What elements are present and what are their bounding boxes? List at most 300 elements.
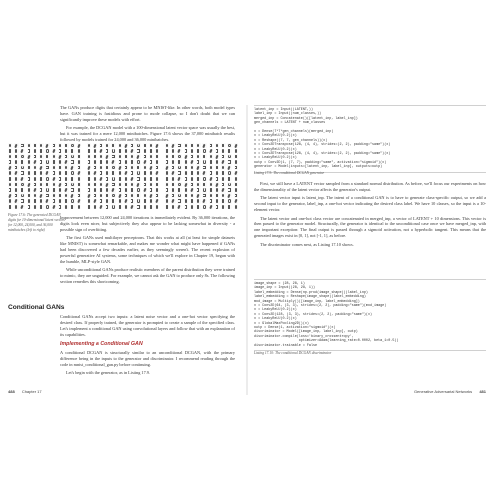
digit-image	[155, 165, 159, 170]
digit-image	[149, 171, 153, 176]
digit-row	[87, 205, 160, 211]
digit-image	[27, 171, 31, 176]
digit-image	[165, 149, 169, 154]
digit-grid-36000	[165, 143, 238, 211]
digit-image	[27, 199, 31, 204]
digit-image	[234, 149, 238, 154]
digit-image	[8, 149, 12, 154]
digit-image	[33, 193, 37, 198]
digit-image	[221, 160, 225, 165]
digit-image	[20, 143, 24, 148]
digit-image	[45, 160, 49, 165]
digit-image	[52, 160, 56, 165]
right-page	[254, 105, 486, 395]
digit-image	[143, 188, 147, 193]
digit-image	[20, 199, 24, 204]
digit-image	[221, 143, 225, 148]
digit-image	[20, 188, 24, 193]
digit-image	[227, 182, 231, 187]
digit-image	[215, 199, 219, 204]
digit-image	[221, 193, 225, 198]
page-number: 481	[479, 389, 486, 394]
digit-image	[124, 171, 128, 176]
digit-image	[149, 199, 153, 204]
digit-image	[14, 193, 18, 198]
left-page-footer	[8, 389, 42, 394]
digit-image	[227, 199, 231, 204]
digit-image	[196, 193, 200, 198]
digit-image	[155, 143, 159, 148]
digit-image	[215, 188, 219, 193]
digit-image	[39, 154, 43, 159]
paragraph: The discriminator comes next, as Listing 17.10 shows.	[260, 241, 354, 247]
digit-image	[14, 177, 18, 182]
digit-image	[124, 165, 128, 170]
digit-image	[52, 182, 56, 187]
digit-image	[64, 182, 68, 187]
digit-image	[52, 193, 56, 198]
digit-image	[124, 199, 128, 204]
digit-image	[155, 160, 159, 165]
digit-image	[165, 154, 169, 159]
digit-image	[190, 182, 194, 187]
digit-image	[190, 188, 194, 193]
digit-image	[190, 177, 194, 182]
digit-image	[58, 177, 62, 182]
digit-image	[130, 199, 134, 204]
digit-image	[33, 160, 37, 165]
digit-image	[93, 193, 97, 198]
digit-image	[234, 171, 238, 176]
digit-image	[87, 143, 91, 148]
digit-image	[202, 177, 206, 182]
digit-image	[39, 182, 43, 187]
digit-image	[196, 160, 200, 165]
digit-image	[190, 205, 194, 210]
digit-image	[155, 182, 159, 187]
digit-image	[70, 143, 74, 148]
digit-image	[184, 205, 188, 210]
digit-image	[27, 160, 31, 165]
digit-image	[39, 177, 43, 182]
digit-image	[215, 182, 219, 187]
digit-image	[143, 205, 147, 210]
digit-image	[111, 171, 115, 176]
generator-code-listing	[254, 105, 486, 173]
digit-image	[77, 177, 81, 182]
digit-image	[165, 205, 169, 210]
digit-image	[136, 205, 140, 210]
digit-image	[77, 154, 81, 159]
digit-image	[58, 205, 62, 210]
digit-image	[234, 177, 238, 182]
digit-image	[87, 177, 91, 182]
digit-image	[64, 165, 68, 170]
digit-image	[33, 154, 37, 159]
digit-image	[202, 188, 206, 193]
digit-image	[99, 177, 103, 182]
digit-image	[177, 205, 181, 210]
left-page	[8, 105, 240, 395]
digit-image	[45, 165, 49, 170]
digit-image	[177, 143, 181, 148]
digit-image	[165, 182, 169, 187]
digit-image	[209, 188, 213, 193]
digit-image	[52, 154, 56, 159]
digit-image	[155, 177, 159, 182]
digit-image	[143, 193, 147, 198]
digit-image	[70, 193, 74, 198]
digit-image	[33, 149, 37, 154]
digit-image	[27, 205, 31, 210]
digit-image	[190, 149, 194, 154]
digit-image	[99, 205, 103, 210]
digit-image	[58, 149, 62, 154]
digit-image	[20, 154, 24, 159]
digit-image	[111, 149, 115, 154]
digit-image	[190, 193, 194, 198]
digit-image	[130, 177, 134, 182]
digit-image	[190, 165, 194, 170]
digit-image	[14, 165, 18, 170]
digit-image	[58, 188, 62, 193]
digit-image	[45, 171, 49, 176]
digit-image	[77, 205, 81, 210]
digit-image	[105, 193, 109, 198]
right-body-text	[254, 181, 486, 250]
digit-image	[209, 193, 213, 198]
digit-image	[33, 177, 37, 182]
digit-image	[234, 182, 238, 187]
digit-image	[143, 199, 147, 204]
digit-image	[105, 143, 109, 148]
digit-image	[221, 154, 225, 159]
paragraph: A conditional DCGAN is structurally similar to an unconditional DCGAN, with the primary difference being in the inputs to the generator and discriminator. I recommend reading through the code in mnist_conditional_gan.py before continuing.	[60, 350, 235, 367]
chapter-label: Chapter 17	[21, 389, 42, 394]
code: latent_inp = Input((LATENT,)) label_inp = Input((num_classes,)) merged_inp = Concatenate()([latent_inp, label_inp]) gen_channels = LATENT + num_classes x = Dense(7*7*gen_channels)(merged_inp) x = LeakyReLU(0.2)(x) x = Reshape((7, 7, gen_channels))(x) x = Conv2DTranspose(128, (4, 4), strides=(2, 2), padding="same")(x) x = LeakyReLU(0.2)(x) x = Conv2DTranspose(128, (4, 4), strides=(2, 2), padding="same")(x) x = LeakyReLU(0.2)(x) outp = Conv2D(1, (7, 7), padding="same", activation="sigmoid")(x) generator = Model(inputs=[latent_inp, label_inp], outputs=outp)	[254, 108, 391, 170]
digit-image	[99, 143, 103, 148]
digit-image	[20, 177, 24, 182]
digit-image	[149, 165, 153, 170]
digit-image	[93, 160, 97, 165]
digit-image	[184, 182, 188, 187]
digit-image	[58, 182, 62, 187]
digit-image	[177, 177, 181, 182]
digit-image	[165, 199, 169, 204]
digit-image	[27, 182, 31, 187]
digit-image	[234, 160, 238, 165]
digit-image	[202, 165, 206, 170]
digit-image	[20, 193, 24, 198]
digit-image	[39, 160, 43, 165]
digit-image	[39, 205, 43, 210]
digit-image	[58, 154, 62, 159]
digit-image	[118, 188, 122, 193]
digit-image	[93, 205, 97, 210]
digit-image	[124, 154, 128, 159]
digit-image	[177, 193, 181, 198]
digit-image	[105, 149, 109, 154]
digit-image	[171, 177, 175, 182]
digit-image	[77, 165, 81, 170]
digit-image	[149, 149, 153, 154]
digit-image	[70, 177, 74, 182]
digit-image	[118, 177, 122, 182]
digit-image	[209, 149, 213, 154]
digit-image	[105, 205, 109, 210]
digit-image	[27, 165, 31, 170]
digit-image	[27, 177, 31, 182]
digit-image	[39, 193, 43, 198]
digit-image	[149, 143, 153, 148]
digit-image	[39, 149, 43, 154]
digit-image	[149, 154, 153, 159]
digit-image	[118, 160, 122, 165]
page-number: 488	[8, 389, 15, 394]
digit-image	[130, 171, 134, 176]
digit-image	[118, 205, 122, 210]
digit-image	[215, 143, 219, 148]
digit-image	[45, 143, 49, 148]
digit-image	[77, 188, 81, 193]
digit-image	[196, 182, 200, 187]
subsection-text	[60, 350, 235, 379]
digit-image	[77, 171, 81, 176]
digit-image	[149, 182, 153, 187]
digit-image	[118, 193, 122, 198]
digit-image	[130, 205, 134, 210]
digit-image	[171, 149, 175, 154]
digit-image	[45, 182, 49, 187]
digit-image	[136, 160, 140, 165]
digit-image	[105, 154, 109, 159]
digit-image	[136, 188, 140, 193]
digit-image	[70, 205, 74, 210]
digit-image	[8, 188, 12, 193]
digit-image	[177, 171, 181, 176]
digit-image	[45, 177, 49, 182]
digit-image	[171, 154, 175, 159]
digit-image	[155, 199, 159, 204]
digit-image	[202, 193, 206, 198]
figure-caption: Figure 17.6: The generated DCGAN digits for 10-dimensional latent vectors for 12,000, 24,000, and 36,000 minibatches (left to right)	[8, 213, 65, 232]
digit-image	[130, 193, 134, 198]
digit-image	[130, 182, 134, 187]
digit-image	[52, 177, 56, 182]
digit-image	[196, 165, 200, 170]
digit-image	[234, 188, 238, 193]
digit-image	[215, 205, 219, 210]
digit-image	[234, 165, 238, 170]
digit-image	[33, 199, 37, 204]
digit-image	[171, 205, 175, 210]
digit-image	[190, 171, 194, 176]
digit-image	[52, 165, 56, 170]
digit-image	[33, 171, 37, 176]
digit-image	[124, 149, 128, 154]
digit-image	[165, 193, 169, 198]
digit-image	[136, 143, 140, 148]
digit-image	[111, 205, 115, 210]
digit-image	[20, 149, 24, 154]
digit-image	[215, 154, 219, 159]
digit-image	[27, 188, 31, 193]
digit-image	[8, 171, 12, 176]
digit-image	[52, 199, 56, 204]
digit-image	[143, 160, 147, 165]
digit-image	[171, 171, 175, 176]
digit-image	[99, 199, 103, 204]
digit-image	[171, 143, 175, 148]
digit-image	[184, 188, 188, 193]
digit-grid-12000	[8, 143, 81, 211]
digit-image	[77, 149, 81, 154]
digit-image	[215, 160, 219, 165]
digit-image	[130, 154, 134, 159]
digit-image	[184, 193, 188, 198]
digit-image	[184, 177, 188, 182]
digit-image	[118, 199, 122, 204]
digit-image	[111, 143, 115, 148]
digit-image	[33, 143, 37, 148]
digit-image	[70, 165, 74, 170]
digit-image	[165, 177, 169, 182]
gutter	[246, 105, 248, 395]
digit-image	[215, 165, 219, 170]
digit-image	[184, 149, 188, 154]
digit-image	[45, 149, 49, 154]
digit-image	[105, 171, 109, 176]
digit-image	[39, 188, 43, 193]
digit-image	[177, 160, 181, 165]
digit-image	[111, 165, 115, 170]
digit-image	[177, 149, 181, 154]
digit-image	[149, 205, 153, 210]
digit-image	[209, 177, 213, 182]
digit-image	[8, 182, 12, 187]
digit-image	[99, 188, 103, 193]
digit-image	[227, 205, 231, 210]
digit-image	[14, 182, 18, 187]
digit-image	[93, 188, 97, 193]
digit-image	[105, 182, 109, 187]
digit-image	[215, 193, 219, 198]
digit-image	[184, 171, 188, 176]
digit-image	[99, 154, 103, 159]
digit-image	[143, 177, 147, 182]
digit-image	[99, 160, 103, 165]
digit-image	[52, 149, 56, 154]
digit-image	[20, 171, 24, 176]
digit-image	[64, 149, 68, 154]
paragraph: For example, the DCGAN model with a 100-dimensional latent vector space was usually the best, but it was trained for a mere 12,000 minibatches. Figure 17.6 shows the 37,000 minibatch results followed by models trained for 24,000 and 36,000 minibatches.	[60, 125, 235, 143]
digit-image	[196, 188, 200, 193]
running-head: Generative Adversarial Networks	[413, 389, 473, 394]
digit-image	[27, 149, 31, 154]
digit-image	[234, 205, 238, 210]
digit-image	[227, 143, 231, 148]
digit-image	[20, 205, 24, 210]
digit-image	[87, 193, 91, 198]
digit-image	[130, 143, 134, 148]
digit-image	[177, 154, 181, 159]
digit-image	[124, 188, 128, 193]
digit-image	[58, 165, 62, 170]
digit-image	[8, 143, 12, 148]
digit-image	[209, 165, 213, 170]
digit-image	[155, 154, 159, 159]
digit-image	[165, 165, 169, 170]
digit-image	[171, 182, 175, 187]
digit-image	[20, 160, 24, 165]
digit-image	[202, 143, 206, 148]
digit-image	[87, 160, 91, 165]
digit-image	[33, 165, 37, 170]
digit-image	[70, 199, 74, 204]
digit-image	[111, 154, 115, 159]
code: image_shape = (28, 28, 1) image_inp = Input((28, 28, 1)) label_embedding = Dense(np.prod(image_shape))(label_inp) label_embedding = Reshape(image_shape)(label_embedding) mod_image = Multiply()([image_inp, label_embedding]) x = Conv2D(64, (3, 3), strides=(2, 2), padding="same")(mod_image) x = LeakyReLU(0.2)(x) x = Conv2D(128, (3, 3), strides=(2, 2), padding="same")(x) x = LeakyReLU(0.2)(x) x = GlobalMaxPooling2D()(x) outp = Dense(1, activation="sigmoid")(x) discriminator = Model([image_inp, label_inp], outp) discriminator.compile(loss='binary_crossentropy', optimizer=Adam(learning_rate=0.0002, beta_1=0.5)) discriminator.trainable = False	[254, 282, 399, 348]
digit-image	[234, 199, 238, 204]
digit-image	[202, 171, 206, 176]
digit-image	[99, 149, 103, 154]
digit-image	[70, 149, 74, 154]
digit-image	[184, 199, 188, 204]
digit-image	[165, 188, 169, 193]
digit-image	[64, 205, 68, 210]
digit-image	[124, 182, 128, 187]
digit-image	[111, 188, 115, 193]
subsection-heading: Implementing a Conditional GAN	[60, 341, 143, 347]
digit-image	[99, 193, 103, 198]
digit-image	[77, 193, 81, 198]
digit-image	[184, 165, 188, 170]
digit-image	[14, 188, 18, 193]
digit-image	[177, 199, 181, 204]
right-page-footer	[414, 389, 486, 394]
digit-image	[27, 143, 31, 148]
paragraph: First, we still have a LATENT vector sampled from a standard normal distribution. As before, we'll focus our experiments on how the dimensionality of the latent vector affects the generator's output.	[254, 181, 486, 192]
digit-image	[77, 143, 81, 148]
generated-digits-figure	[8, 143, 238, 211]
digit-image	[221, 205, 225, 210]
digit-image	[70, 182, 74, 187]
digit-image	[93, 199, 97, 204]
digit-image	[227, 177, 231, 182]
digit-image	[171, 193, 175, 198]
digit-image	[64, 177, 68, 182]
digit-image	[202, 154, 206, 159]
digit-image	[221, 149, 225, 154]
digit-image	[111, 160, 115, 165]
digit-image	[93, 177, 97, 182]
digit-image	[190, 143, 194, 148]
digit-image	[8, 177, 12, 182]
digit-image	[118, 171, 122, 176]
digit-image	[196, 205, 200, 210]
digit-image	[14, 199, 18, 204]
digit-image	[227, 193, 231, 198]
digit-image	[87, 149, 91, 154]
digit-image	[196, 199, 200, 204]
digit-image	[196, 171, 200, 176]
digit-image	[155, 188, 159, 193]
digit-image	[165, 160, 169, 165]
digit-image	[99, 165, 103, 170]
digit-image	[99, 182, 103, 187]
digit-image	[227, 160, 231, 165]
digit-image	[136, 165, 140, 170]
digit-image	[87, 199, 91, 204]
